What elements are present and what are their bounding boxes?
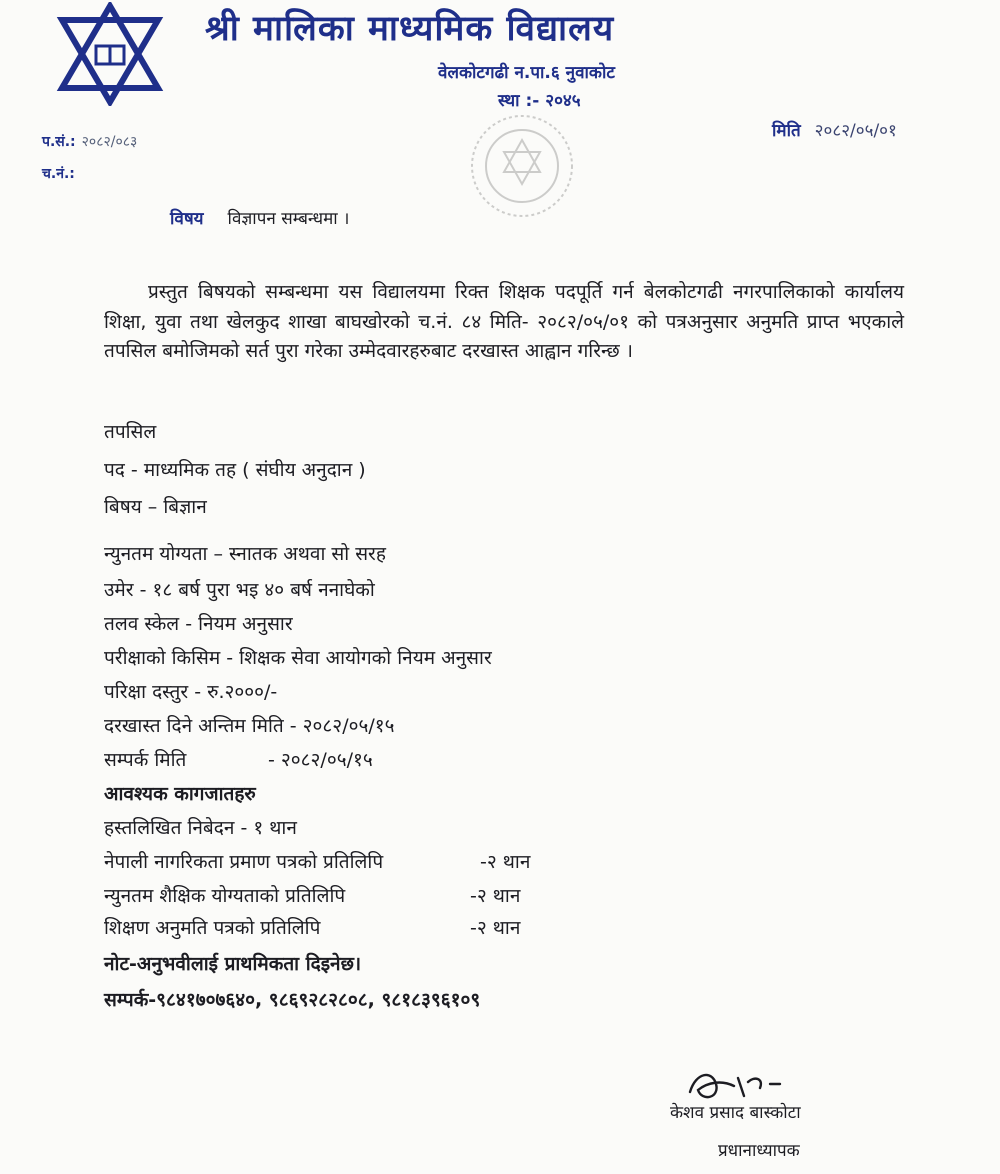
reference-number [42, 132, 137, 151]
document-qty: -२ थान [470, 917, 521, 939]
dispatch-number [42, 164, 81, 183]
signatory-title: प्रधानाध्यापक [718, 1141, 800, 1161]
contact-numbers: सम्पर्क-९८४१७०७६४०, ९८६९२८२८०८, ९८१८३९६१०९ [104, 989, 481, 1011]
ref-ps-value: २०८२/०८३ [81, 134, 138, 150]
detail-age: उमेर - १८ बर्ष पुरा भइ ४० बर्ष ननाघेको [104, 579, 375, 601]
document-name: शिक्षण अनुमति पत्रको प्रतिलिपि [104, 917, 321, 939]
body-paragraph: प्रस्तुत बिषयको सम्बन्धमा यस विद्यालयमा रिक्त शिक्षक पदपूर्ति गर्न बेलकोटगढी नगरपालिकाको कार्यालय शिक्षा, युवा तथा खेलकुद शाखा बाघखोरको च.नं. ८४ मिति- २०८२/०५/०१ को पत्रअनुसार अनुमति प्राप्त भएकाले तपसिल बमोजिमको सर्त पुरा गरेका उम्मेदवारहरुबाट दरखास्त आह्वान गरिन्छ । [104, 281, 904, 362]
detail-post: पद - माध्यमिक तह ( संघीय अनुदान ) [104, 459, 366, 481]
document-name: नेपाली नागरिकता प्रमाण पत्रको प्रतिलिपि [104, 851, 384, 873]
detail-deadline: दरखास्त दिने अन्तिम मिति - २०८२/०५/१५ [104, 715, 395, 737]
school-star-logo [52, 2, 168, 106]
detail-qualification: न्युनतम योग्यता – स्नातक अथवा सो सरह [104, 543, 386, 565]
contact-date-label: सम्पर्क मिति [104, 749, 187, 771]
date-value: २०८२/०५/०१ [814, 121, 897, 141]
document-item [104, 814, 297, 840]
details-heading: तपसिल [104, 421, 157, 443]
established-year: स्था :- २०४५ [498, 91, 581, 111]
letter-date [772, 118, 897, 141]
subject-value: विज्ञापन सम्बन्धमा । [227, 209, 350, 229]
document-qty: -२ थान [480, 851, 531, 873]
document-item [104, 882, 520, 908]
documents-heading: आवश्यक कागजातहरु [104, 783, 256, 805]
subject-line [170, 206, 350, 229]
document-qty: -२ थान [470, 885, 521, 907]
contact-date-value: - २०८२/०५/१५ [268, 749, 373, 771]
detail-salary: तलव स्केल - नियम अनुसार [104, 613, 293, 635]
detail-exam-fee: परिक्षा दस्तुर - रु.२०००/- [104, 681, 278, 703]
document-name: न्युनतम शैक्षिक योग्यताको प्रतिलिपि [104, 885, 346, 907]
detail-exam-type: परीक्षाको किसिम - शिक्षक सेवा आयोगको नियम अनुसार [104, 647, 492, 669]
detail-contact-date [104, 746, 373, 772]
detail-subject: बिषय – बिज्ञान [104, 496, 207, 518]
document-item [104, 848, 530, 874]
date-label: मिति [772, 121, 801, 141]
ref-ps-label: प.सं.: [42, 134, 76, 150]
document-name: हस्तलिखित निबेदन [104, 817, 235, 839]
school-name: श्री मालिका माध्यमिक विद्यालय [205, 9, 615, 49]
faded-seal-stamp [468, 112, 576, 220]
document-item [104, 914, 520, 940]
school-address: वेलकोटगढी न.पा.६ नुवाकोट [438, 63, 615, 83]
document-qty: - १ थान [240, 817, 297, 839]
ref-cn-label: च.नं.: [42, 166, 75, 182]
note-line: नोट-अनुभवीलाई प्राथमिकता दिइनेछ। [104, 953, 362, 975]
signatory-name: केशव प्रसाद बास्कोटा [670, 1103, 801, 1123]
subject-label: विषय [170, 209, 204, 229]
